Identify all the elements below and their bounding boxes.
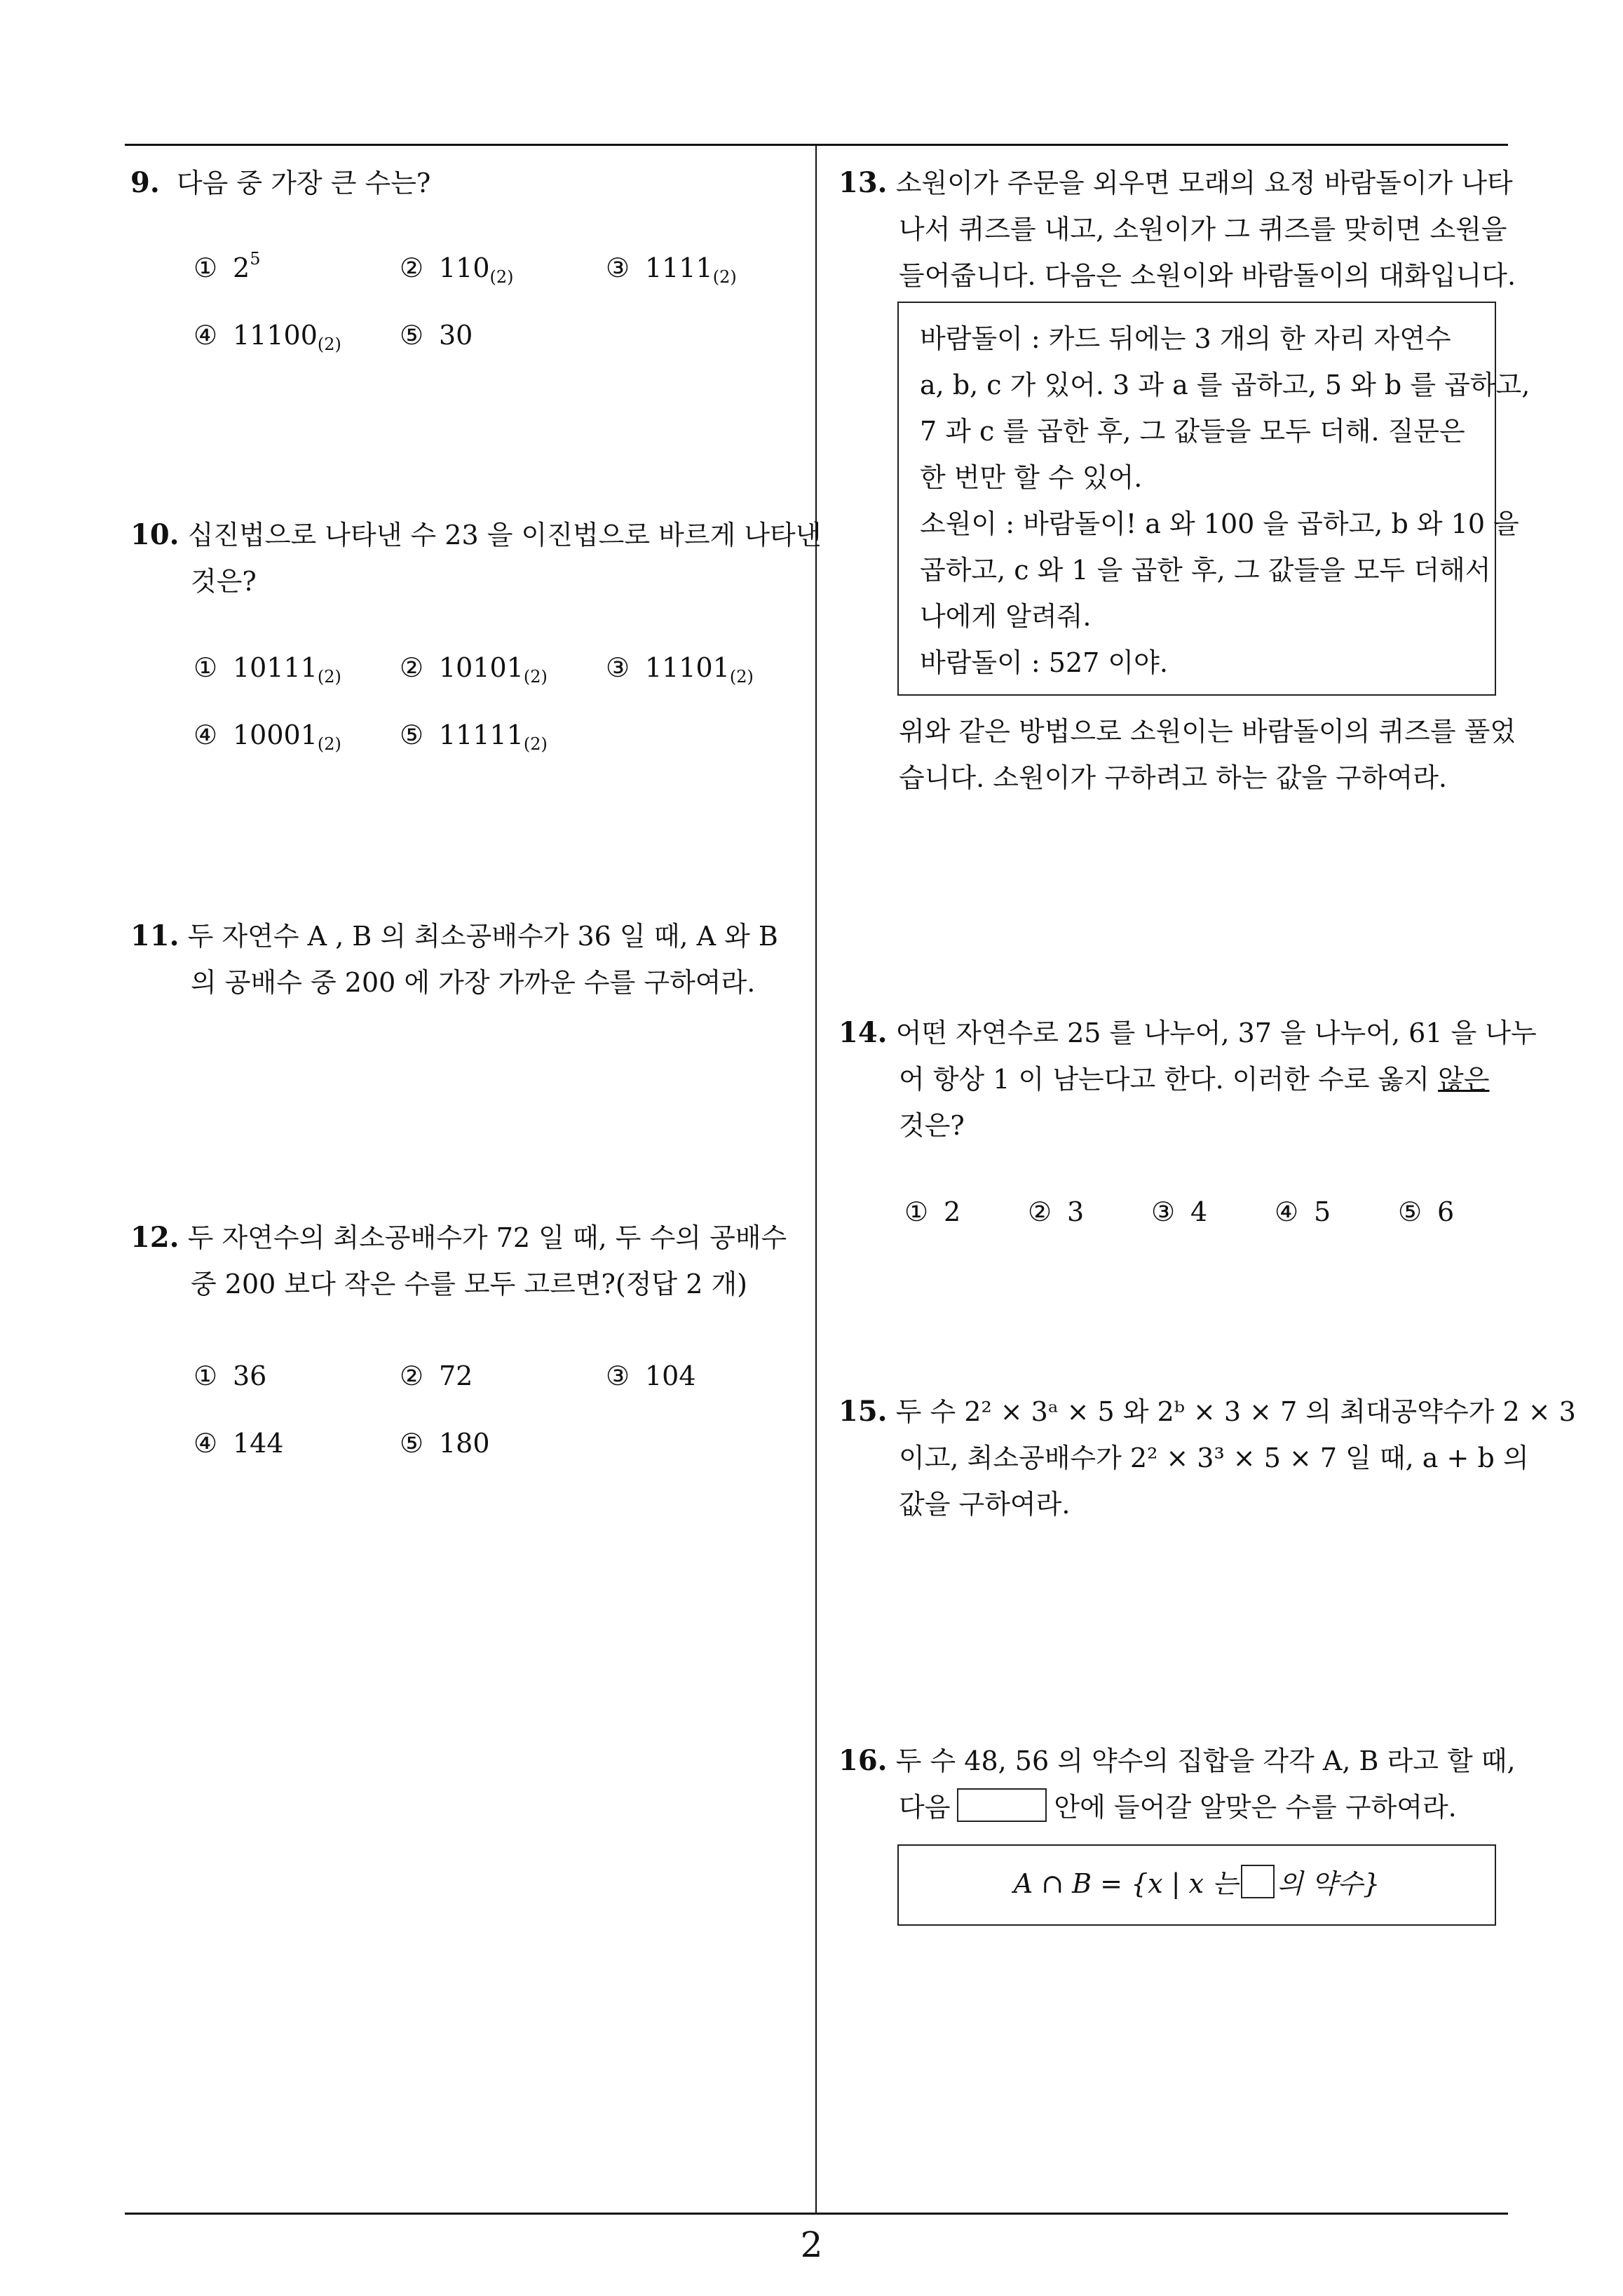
set-formula: A ∩ B = {x | x 는 의 약수} [899,1846,1495,1922]
option-3[interactable]: ③ $1111_{(2)}$ [606,252,737,287]
option-2[interactable]: ② $10101_{(2)}$ [400,652,548,687]
question-15: 15. 두 수 2² × 3ᵃ × 5 와 2ᵇ × 3 × 7 의 최대공약수가 2 × 3 이고, 최소공배수가 2² × 3³ × 5 × 7 일 때, a + b 의 값을 구하여라. [838,1395,1576,1520]
question-14: 14. 어떤 자연수로 25 를 나누어, 37 을 나누어, 61 을 나누 어 항상 1 이 남는다고 한다. 이러한 수로 옳지 않은 것은? [838,1016,1537,1141]
option-3[interactable]: ③ 4 [1151,1196,1208,1227]
option-1[interactable]: ① $2^5$ [193,249,261,283]
option-1[interactable]: ① 36 [193,1360,267,1391]
option-5[interactable]: ⑤ 30 [400,320,473,351]
question-number: 12. [130,1221,179,1254]
question-number: 11. [130,919,179,952]
option-5[interactable]: ⑤ $11111_{(2)}$ [400,720,548,754]
option-1[interactable]: ① $10111_{(2)}$ [193,652,341,687]
dialog-box: 바람돌이 : 카드 뒤에는 3 개의 한 자리 자연수 a, b, c 가 있어. 3 과 a 를 곱하고, 5 와 b 를 곱하고, 7 과 c 를 곱한 후, 그 값들을 모두 더해. 질문은 한 번만 할 수 있어. 소원이 : 바람돌이! a 와 100 을 곱하고, b 와 10 을 곱하고, c 와 1 을 곱한 후, 그 값들을 모두 더해서 나에게 알려줘. 바람돌이 : 527 이야. [897,302,1496,696]
underlined-emphasis: 않은 [1438,1064,1490,1095]
option-3[interactable]: ③ $11101_{(2)}$ [606,652,754,687]
answer-blank[interactable] [957,1788,1047,1822]
question-number: 16. [838,1744,888,1777]
question-number: 13. [838,166,888,199]
question-number: 14. [838,1016,888,1049]
question-number: 10. [130,518,179,551]
question-16: 16. 두 수 48, 56 의 약수의 집합을 각각 A, B 라고 할 때, 다음 안에 들어갈 알맞은 수를 구하여라. [838,1744,1516,1823]
column-divider [815,144,817,2214]
option-2[interactable]: ② 72 [400,1360,473,1391]
option-2[interactable]: ② $110_{(2)}$ [400,252,514,287]
question-number: 15. [838,1395,888,1428]
option-3[interactable]: ③ 104 [606,1360,696,1391]
formula-blank [1241,1865,1275,1898]
option-5[interactable]: ⑤ 6 [1398,1196,1455,1227]
page-number: 2 [800,2224,823,2265]
formula-box [897,1844,1496,1926]
option-5[interactable]: ⑤ 180 [400,1428,490,1459]
question-12: 12. 두 자연수의 최소공배수가 72 일 때, 두 수의 공배수 중 200 보다 작은 수를 모두 고르면?(정답 2 개) [130,1221,787,1299]
option-2[interactable]: ② 3 [1028,1196,1085,1227]
question-number: 9. [130,166,160,199]
option-4[interactable]: ④ 5 [1275,1196,1331,1227]
bottom-rule [125,2213,1508,2215]
option-1[interactable]: ① 2 [904,1196,961,1227]
question-11: 11. 두 자연수 A , B 의 최소공배수가 36 일 때, A 와 B 의 공배수 중 200 에 가장 가까운 수를 구하여라. [130,919,778,998]
option-4[interactable]: ④ $11100_{(2)}$ [193,320,341,354]
question-13: 13. 소원이가 주문을 외우면 모래의 요정 바람돌이가 나타 나서 퀴즈를 내고, 소원이가 그 퀴즈를 맞히면 소원을 들어줍니다. 다음은 소원이와 바람돌이의 대화입니다. [838,166,1516,291]
option-4[interactable]: ④ $10001_{(2)}$ [193,720,341,754]
question-13-followup: 위와 같은 방법으로 소원이는 바람돌이의 퀴즈를 풀었 습니다. 소원이가 구하려고 하는 값을 구하여라. [899,716,1516,793]
question-10: 10. 십진법으로 나타낸 수 23 을 이진법으로 바르게 나타낸 것은? [130,518,822,597]
option-4[interactable]: ④ 144 [193,1428,284,1459]
question-9 [130,160,430,206]
question-text: 다음 중 가장 큰 수는? [176,168,431,198]
